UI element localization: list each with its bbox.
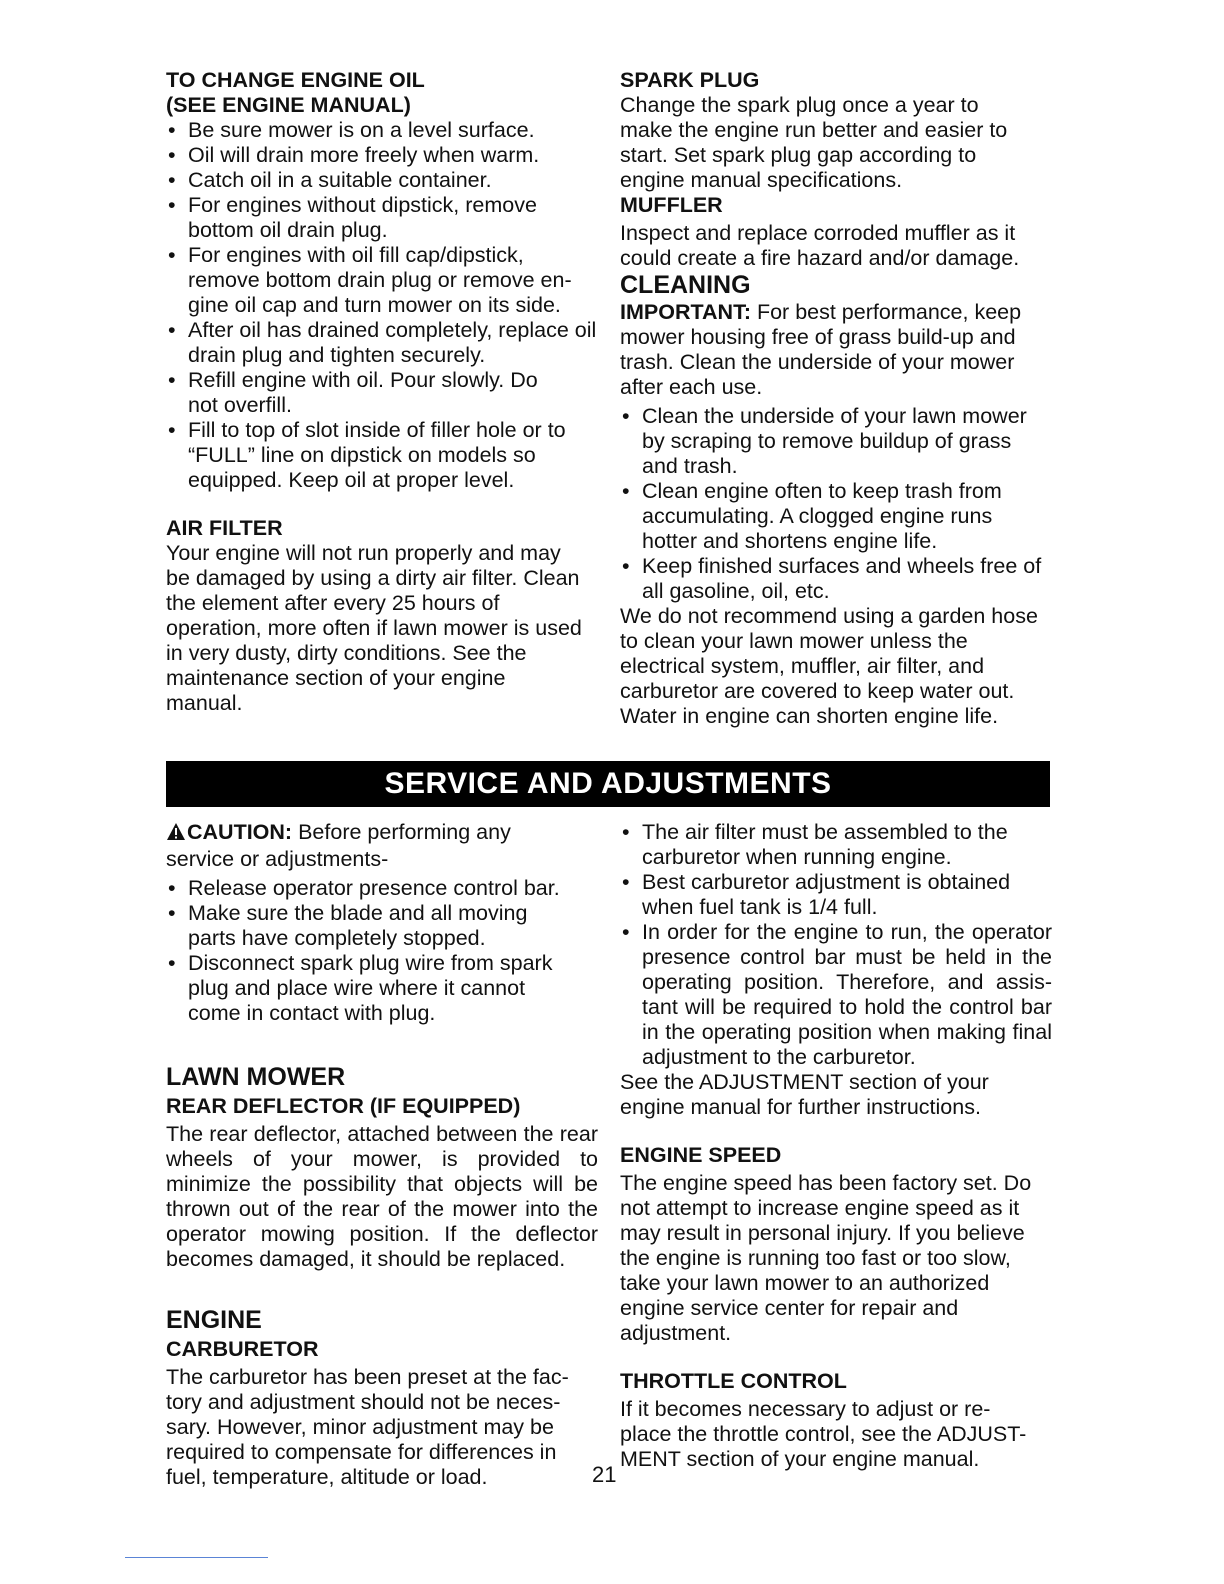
list-item: • Clean the underside of your lawn mower by scraping to remove buildup of grass and trash. <box>620 404 1050 479</box>
air-filter-text: Your engine will not run properly and may be damaged by using a dirty air filter. Clean the element after every 25 hours of operation, more often if lawn mower is used in very dusty, dirty conditions. See the maintenance section of your engine manual. <box>166 541 582 715</box>
muffler-title: MUFFLER <box>620 193 723 217</box>
oil-title-line-1: TO CHANGE ENGINE OIL <box>166 68 425 92</box>
air-filter-title: AIR FILTER <box>166 516 283 540</box>
list-item: • For engines without dipstick, remove bottom oil drain plug. <box>166 193 558 243</box>
list-item: • Make sure the blade and all moving parts have completely stopped. <box>166 901 558 951</box>
list-item: • Oil will drain more freely when warm. <box>166 143 606 168</box>
list-item: • Keep finished surfaces and wheels free of all gasoline, oil, etc. <box>620 554 1062 604</box>
list-item: • Best carburetor adjustment is obtained when fuel tank is 1/4 full. <box>620 870 1052 920</box>
list-item: • Catch oil in a suitable container. <box>166 168 606 193</box>
cleaning-title: CLEANING <box>620 271 751 299</box>
throttle-control-title: THROTTLE CONTROL <box>620 1369 847 1393</box>
carburetor-bullet-list <box>620 820 1052 1070</box>
spark-plug-text: Change the spark plug once a year to make the engine run better and easier to start. Set spark plug gap according to engine manual specifications. <box>620 93 1008 192</box>
rear-deflector-text: The rear deflector, attached between the rear wheels of your mower, is provided to minimize the possibility that objects will be thrown out of the rear of the mower into the operator mowing position. If the deflector becomes damaged, it should be replaced. <box>166 1122 598 1271</box>
lawn-mower-title: LAWN MOWER <box>166 1063 346 1091</box>
footer-rule <box>125 1557 268 1558</box>
carburetor-text: The carburetor has been preset at the fac-tory and adjustment should not be neces-sary. However, minor adjustment may be required to compensate for differences in fuel, temperature, altitude or load. <box>166 1365 569 1489</box>
engine-title: ENGINE <box>166 1306 262 1334</box>
spark-plug-title: SPARK PLUG <box>620 68 760 92</box>
cleaning-bullet-list <box>620 404 1050 604</box>
caution-bullet-list <box>166 876 598 1026</box>
list-item: • In order for the engine to run, the operator presence control bar must be held in the operating position. Therefore, and assis-tant will be required to hold the control bar in the operating position when making final adjustment to the carburetor. <box>620 920 1052 1070</box>
maintenance-section <box>620 68 1050 729</box>
list-item: • Fill to top of slot inside of filler hole or to “FULL” line on dipstick on models so equipped. Keep oil at proper level. <box>166 418 588 493</box>
list-item: • The air filter must be assembled to the carburetor when running engine. <box>620 820 1052 870</box>
caution-text: Before performing any service or adjustments- <box>166 820 511 871</box>
list-item: • Clean engine often to keep trash from accumulating. A clogged engine runs hotter and shortens engine life. <box>620 479 1042 554</box>
list-item: • After oil has drained completely, replace oil drain plug and tighten securely. <box>166 318 598 368</box>
carburetor-title: CARBURETOR <box>166 1337 319 1361</box>
oil-bullet-list <box>166 118 606 493</box>
engine-speed-text: The engine speed has been factory set. Do not attempt to increase engine speed as it may result in personal injury. If you believe the engine is running too fast or too slow, take your lawn mower to an authorized engine service center for repair and adjustment. <box>620 1171 1032 1345</box>
oil-title-line-2: (SEE ENGINE MANUAL) <box>166 93 411 117</box>
adjustment-section <box>620 820 1052 1472</box>
rear-deflector-title: REAR DEFLECTOR (IF EQUIPPED) <box>166 1094 521 1118</box>
page-number: 21 <box>592 1462 617 1487</box>
list-item: • For engines with oil fill cap/dipstick, remove bottom drain plug or remove en-gine oil cap and turn mower on its side. <box>166 243 588 318</box>
muffler-text: Inspect and replace corroded muffler as it could create a fire hazard and/or damage. <box>620 221 1020 270</box>
section-banner: SERVICE AND ADJUSTMENTS <box>166 761 1050 807</box>
important-text: For best performance, keep mower housing free of grass build-up and trash. Clean the underside of your mower after each use. <box>620 300 1022 399</box>
list-item: • Refill engine with oil. Pour slowly. Do not overfill. <box>166 368 568 418</box>
oil-change-section <box>166 68 606 716</box>
engine-speed-title: ENGINE SPEED <box>620 1143 782 1167</box>
warning-triangle-icon <box>166 822 186 847</box>
throttle-control-text: If it becomes necessary to adjust or re-place the throttle control, see the ADJUST-MENT section of your engine manual. <box>620 1397 1027 1471</box>
caution-section <box>166 820 598 1490</box>
important-label: IMPORTANT: <box>620 300 751 324</box>
hose-warning-text: We do not recommend using a garden hose to clean your lawn mower unless the electrical system, muffler, air filter, and carburetor are covered to keep water out. Water in engine can shorten engine life. <box>620 604 1038 728</box>
list-item: • Release operator presence control bar. <box>166 876 598 901</box>
list-item: • Be sure mower is on a level surface. <box>166 118 606 143</box>
caution-label: CAUTION: <box>187 820 293 844</box>
list-item: • Disconnect spark plug wire from spark plug and place wire where it cannot come in contact with plug. <box>166 951 578 1026</box>
adjustment-reference-text: See the ADJUSTMENT section of your engine manual for further instructions. <box>620 1070 989 1119</box>
